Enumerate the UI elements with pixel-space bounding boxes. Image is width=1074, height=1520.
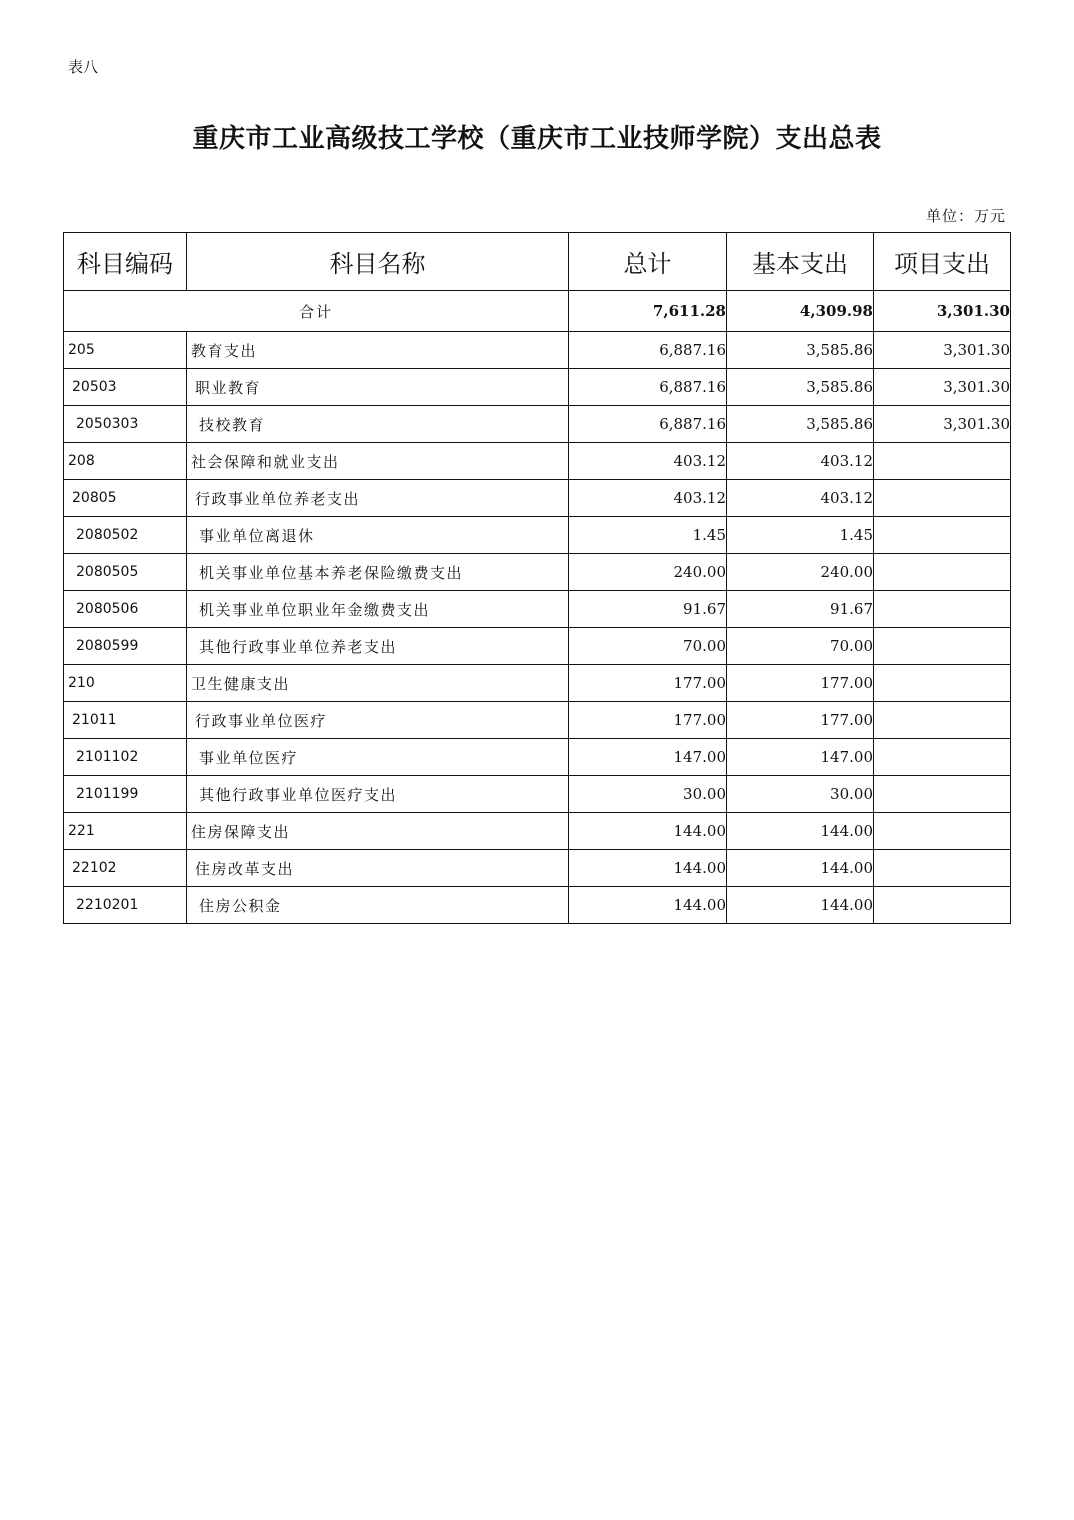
table-row <box>64 739 1011 776</box>
basic-cell: 144.00 <box>727 850 874 887</box>
basic-cell: 403.12 <box>727 480 874 517</box>
document-title: 重庆市工业高级技工学校（重庆市工业技师学院）支出总表 <box>192 124 882 154</box>
total-basic-cell: 4,309.98 <box>727 291 874 332</box>
total-cell: 403.12 <box>569 443 727 480</box>
basic-cell: 3,585.86 <box>727 406 874 443</box>
code-cell: 208 <box>64 443 187 480</box>
basic-cell: 177.00 <box>727 702 874 739</box>
code-cell: 22102 <box>64 850 187 887</box>
total-cell: 240.00 <box>569 554 727 591</box>
total-cell: 91.67 <box>569 591 727 628</box>
table-header-row <box>64 233 1011 291</box>
project-cell <box>874 628 1011 665</box>
project-cell <box>874 591 1011 628</box>
basic-cell: 30.00 <box>727 776 874 813</box>
table-row <box>64 517 1011 554</box>
basic-cell: 177.00 <box>727 665 874 702</box>
code-cell: 2101102 <box>64 739 187 776</box>
total-cell: 1.45 <box>569 517 727 554</box>
project-cell <box>874 554 1011 591</box>
basic-cell: 91.67 <box>727 591 874 628</box>
name-cell: 事业单位离退休 <box>187 517 569 554</box>
name-cell: 事业单位医疗 <box>187 739 569 776</box>
code-cell: 21011 <box>64 702 187 739</box>
total-cell: 403.12 <box>569 480 727 517</box>
basic-cell: 3,585.86 <box>727 332 874 369</box>
name-cell: 住房改革支出 <box>187 850 569 887</box>
table-row <box>64 443 1011 480</box>
code-cell: 20503 <box>64 369 187 406</box>
name-cell: 社会保障和就业支出 <box>187 443 569 480</box>
name-cell: 卫生健康支出 <box>187 665 569 702</box>
basic-cell: 144.00 <box>727 887 874 924</box>
total-cell: 70.00 <box>569 628 727 665</box>
code-cell: 2050303 <box>64 406 187 443</box>
project-cell <box>874 702 1011 739</box>
total-cell: 147.00 <box>569 739 727 776</box>
total-label: 合计 <box>64 291 569 332</box>
table-row <box>64 406 1011 443</box>
code-cell: 20805 <box>64 480 187 517</box>
table-row <box>64 591 1011 628</box>
project-cell: 3,301.30 <box>874 332 1011 369</box>
basic-cell: 240.00 <box>727 554 874 591</box>
code-cell: 2101199 <box>64 776 187 813</box>
unit-label: 单位：万元 <box>925 207 1006 225</box>
code-cell: 221 <box>64 813 187 850</box>
name-cell: 机关事业单位职业年金缴费支出 <box>187 591 569 628</box>
total-cell: 144.00 <box>569 813 727 850</box>
project-cell <box>874 887 1011 924</box>
total-cell: 6,887.16 <box>569 406 727 443</box>
table-row <box>64 554 1011 591</box>
basic-cell: 1.45 <box>727 517 874 554</box>
name-cell: 住房保障支出 <box>187 813 569 850</box>
table-row <box>64 887 1011 924</box>
project-cell <box>874 517 1011 554</box>
project-cell: 3,301.30 <box>874 406 1011 443</box>
name-cell: 住房公积金 <box>187 887 569 924</box>
name-cell: 机关事业单位基本养老保险缴费支出 <box>187 554 569 591</box>
table-row <box>64 813 1011 850</box>
project-cell <box>874 443 1011 480</box>
project-cell <box>874 813 1011 850</box>
code-cell: 2080502 <box>64 517 187 554</box>
code-cell: 2080599 <box>64 628 187 665</box>
basic-cell: 70.00 <box>727 628 874 665</box>
total-cell: 6,887.16 <box>569 369 727 406</box>
code-cell: 2080506 <box>64 591 187 628</box>
table-row <box>64 665 1011 702</box>
total-cell: 177.00 <box>569 665 727 702</box>
table-row <box>64 850 1011 887</box>
total-cell: 144.00 <box>569 850 727 887</box>
table-row <box>64 369 1011 406</box>
project-cell <box>874 665 1011 702</box>
basic-cell: 144.00 <box>727 813 874 850</box>
table-row <box>64 702 1011 739</box>
expenditure-table <box>63 232 1011 924</box>
name-cell: 行政事业单位医疗 <box>187 702 569 739</box>
name-cell: 行政事业单位养老支出 <box>187 480 569 517</box>
column-header-name: 科目名称 <box>187 233 569 291</box>
total-cell: 144.00 <box>569 887 727 924</box>
total-cell: 30.00 <box>569 776 727 813</box>
column-header-total: 总计 <box>569 233 727 291</box>
project-cell <box>874 776 1011 813</box>
column-header-project: 项目支出 <box>874 233 1011 291</box>
column-header-basic: 基本支出 <box>727 233 874 291</box>
project-cell <box>874 850 1011 887</box>
basic-cell: 3,585.86 <box>727 369 874 406</box>
name-cell: 教育支出 <box>187 332 569 369</box>
table-row <box>64 628 1011 665</box>
basic-cell: 147.00 <box>727 739 874 776</box>
code-cell: 205 <box>64 332 187 369</box>
table-row <box>64 776 1011 813</box>
total-project-cell: 3,301.30 <box>874 291 1011 332</box>
name-cell: 技校教育 <box>187 406 569 443</box>
table-row <box>64 480 1011 517</box>
table-row <box>64 332 1011 369</box>
basic-cell: 403.12 <box>727 443 874 480</box>
total-row <box>64 291 1011 332</box>
total-sum-cell: 7,611.28 <box>569 291 727 332</box>
name-cell: 职业教育 <box>187 369 569 406</box>
project-cell <box>874 480 1011 517</box>
name-cell: 其他行政事业单位养老支出 <box>187 628 569 665</box>
code-cell: 2210201 <box>64 887 187 924</box>
name-cell: 其他行政事业单位医疗支出 <box>187 776 569 813</box>
table-number-label: 表八 <box>68 58 99 76</box>
total-cell: 177.00 <box>569 702 727 739</box>
code-cell: 210 <box>64 665 187 702</box>
code-cell: 2080505 <box>64 554 187 591</box>
project-cell: 3,301.30 <box>874 369 1011 406</box>
project-cell <box>874 739 1011 776</box>
total-cell: 6,887.16 <box>569 332 727 369</box>
column-header-code: 科目编码 <box>64 233 187 291</box>
